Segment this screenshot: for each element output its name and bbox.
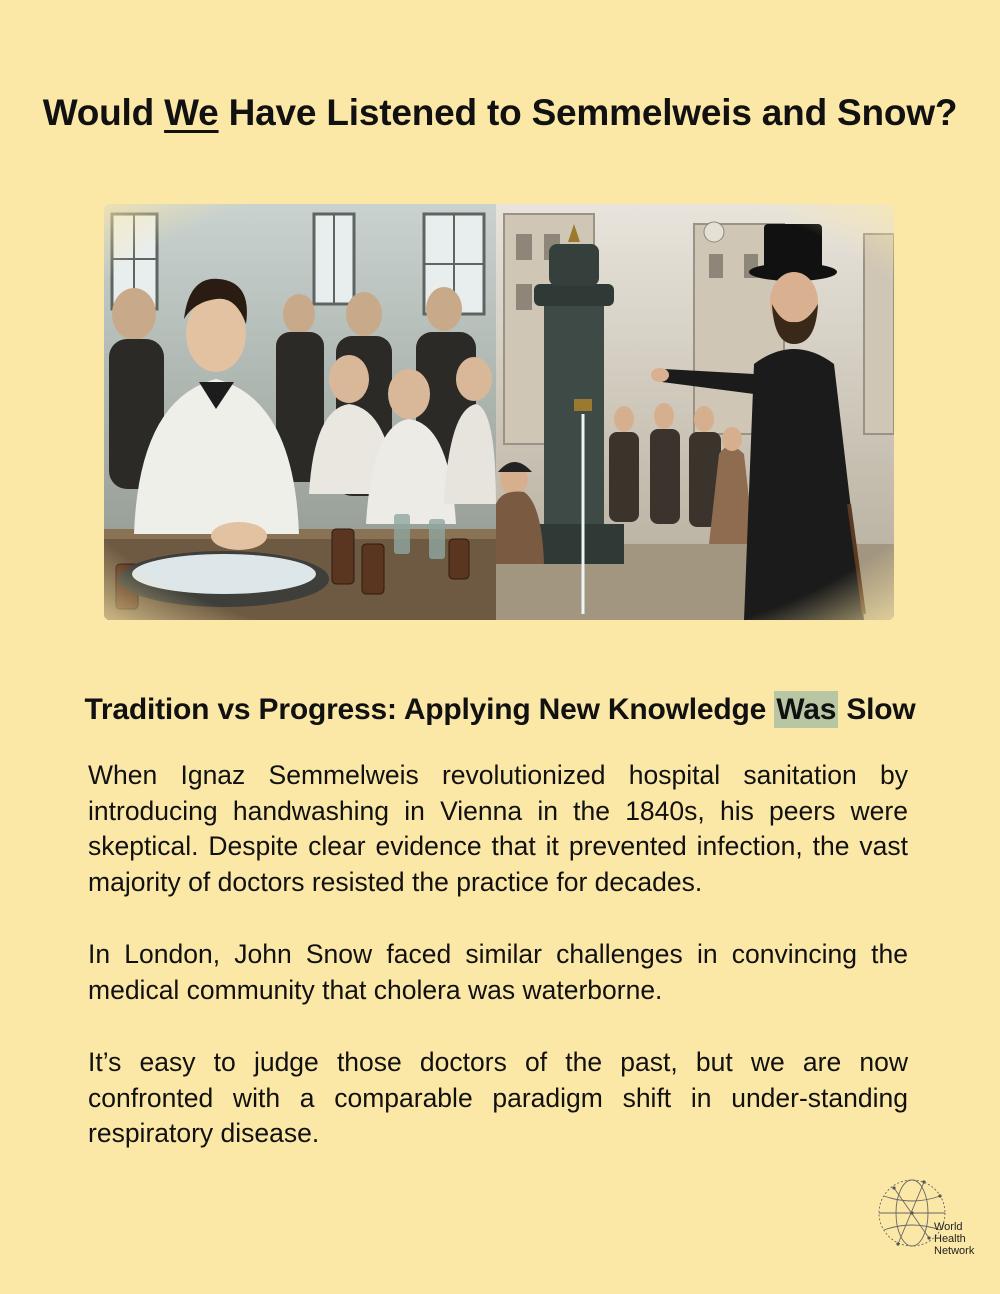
title-after: Have Listened to Semmelweis and Snow?	[218, 92, 958, 133]
paragraph-snow: In London, John Snow faced similar challenges in convincing the medical community that cholera was waterborne.	[88, 939, 908, 1005]
page-title	[0, 92, 1000, 134]
subtitle-after: Slow	[838, 693, 916, 726]
logo-line: World	[934, 1221, 963, 1233]
body-text	[88, 758, 908, 1189]
subtitle-highlighted-word: Was	[776, 693, 837, 726]
subtitle-before: Tradition vs Progress: Applying New Knowledge	[84, 693, 775, 726]
section-subtitle	[0, 693, 1000, 727]
paragraph-semmelweis: When Ignaz Semmelweis revolutionized hospital sanitation by introducing handwashing in Vienna in the 1840s, his peers were skeptical. Despite clear evidence that it prevented infection, the vast majority of doctors resisted the practice for decades.	[88, 760, 908, 897]
logo-line: Health	[934, 1233, 966, 1245]
historical-illustration	[104, 204, 894, 620]
paragraph-paradigm-shift: It’s easy to judge those doctors of the past, but we are now confronted with a comparable paradigm shift in under-standing respiratory disease.	[88, 1047, 908, 1148]
title-before: Would	[42, 92, 165, 133]
logo-wordmark	[934, 1221, 974, 1257]
title-underlined-word: We	[164, 92, 219, 133]
logo-line: Network	[934, 1245, 975, 1257]
